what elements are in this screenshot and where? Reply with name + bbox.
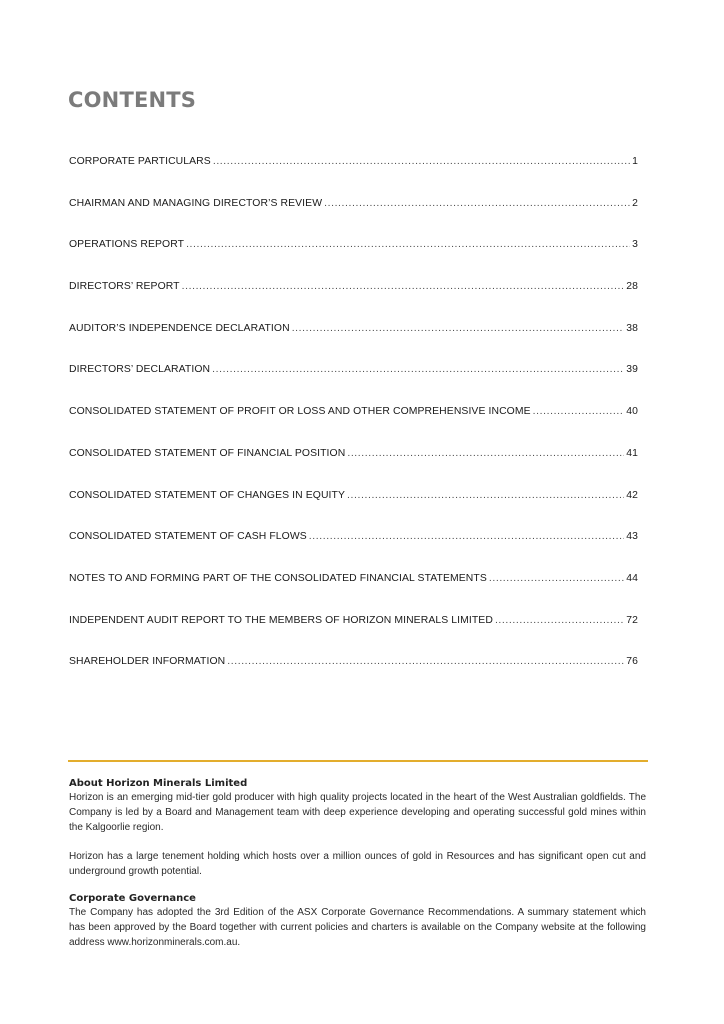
about-heading: About Horizon Minerals Limited: [69, 778, 248, 789]
toc-leader-dots: [495, 615, 624, 626]
toc-leader-dots: [347, 490, 624, 501]
toc-entry[interactable]: [69, 198, 638, 240]
toc-entry[interactable]: [69, 531, 638, 573]
toc-entry[interactable]: [69, 364, 638, 406]
governance-heading: Corporate Governance: [69, 893, 196, 904]
toc-entry-page: 42: [626, 489, 638, 501]
toc-entry-page: 40: [626, 406, 638, 418]
accent-divider: [68, 760, 648, 762]
toc-leader-dots: [182, 281, 625, 292]
toc-entry[interactable]: [69, 656, 638, 698]
toc-entry-label: DIRECTORS’ REPORT: [69, 281, 180, 293]
toc-entry-page: 44: [626, 572, 638, 584]
toc-entry[interactable]: [69, 239, 638, 281]
toc-entry[interactable]: [69, 323, 638, 365]
toc-entry-page: 3: [632, 239, 638, 251]
governance-paragraph: The Company has adopted the 3rd Edition of the ASX Corporate Governance Recommendations. A summary statement which has been approved by the Board together with current policies and charters is available on the Company website at the following address www.horizonminerals.com.au.: [69, 907, 646, 948]
toc-entry-page: 43: [626, 531, 638, 543]
toc-leader-dots: [309, 531, 624, 542]
toc-leader-dots: [212, 364, 624, 375]
toc-entry[interactable]: [69, 490, 638, 532]
toc-entry-page: 41: [626, 447, 638, 459]
toc-entry-label: AUDITOR’S INDEPENDENCE DECLARATION: [69, 322, 290, 334]
toc-entry[interactable]: [69, 281, 638, 323]
toc-entry-label: NOTES TO AND FORMING PART OF THE CONSOLIDATED FINANCIAL STATEMENTS: [69, 572, 487, 584]
toc-entry[interactable]: [69, 615, 638, 657]
toc-entry-page: 2: [632, 197, 638, 209]
toc-leader-dots: [489, 573, 624, 584]
toc-entry-page: 28: [626, 281, 638, 293]
toc-entry[interactable]: [69, 448, 638, 490]
page-title: CONTENTS: [68, 88, 197, 112]
toc-leader-dots: [292, 323, 625, 334]
toc-entry[interactable]: [69, 406, 638, 448]
toc-entry-label: CHAIRMAN AND MANAGING DIRECTOR’S REVIEW: [69, 197, 323, 209]
toc-entry-label: SHAREHOLDER INFORMATION: [69, 656, 226, 668]
toc-entry-page: 1: [632, 156, 638, 167]
about-section: [69, 778, 646, 964]
toc-entry-label: CONSOLIDATED STATEMENT OF PROFIT OR LOSS AND OTHER COMPREHENSIVE INCOME: [69, 406, 531, 418]
toc-leader-dots: [186, 239, 630, 250]
about-paragraph: Horizon is an emerging mid-tier gold producer with high quality projects located in the heart of the West Australian goldfields. The Company is led by a Board and Management team with deep experience developing and operating successful gold mines within the Kalgoorlie region.: [69, 792, 646, 833]
table-of-contents: [69, 156, 638, 698]
toc-entry-page: 39: [626, 364, 638, 376]
toc-entry-label: DIRECTORS’ DECLARATION: [69, 364, 211, 376]
toc-entry-label: OPERATIONS REPORT: [69, 239, 185, 251]
toc-leader-dots: [533, 406, 625, 417]
toc-leader-dots: [347, 448, 624, 459]
toc-entry-page: 38: [626, 322, 638, 334]
toc-entry-page: 72: [626, 614, 638, 626]
toc-entry-label: INDEPENDENT AUDIT REPORT TO THE MEMBERS OF HORIZON MINERALS LIMITED: [69, 614, 493, 626]
toc-entry-label: CORPORATE PARTICULARS: [69, 156, 211, 167]
toc-leader-dots: [227, 656, 624, 667]
toc-entry-label: CONSOLIDATED STATEMENT OF CHANGES IN EQUITY: [69, 489, 346, 501]
toc-entry[interactable]: [69, 573, 638, 615]
toc-leader-dots: [213, 156, 630, 167]
toc-leader-dots: [324, 198, 630, 209]
toc-entry-label: CONSOLIDATED STATEMENT OF FINANCIAL POSITION: [69, 447, 346, 459]
toc-entry-page: 76: [626, 656, 638, 668]
toc-entry-label: CONSOLIDATED STATEMENT OF CASH FLOWS: [69, 531, 307, 543]
toc-entry[interactable]: [69, 156, 638, 198]
about-paragraph: Horizon has a large tenement holding which hosts over a million ounces of gold in Resources and has significant open cut and underground growth potential.: [69, 851, 646, 877]
